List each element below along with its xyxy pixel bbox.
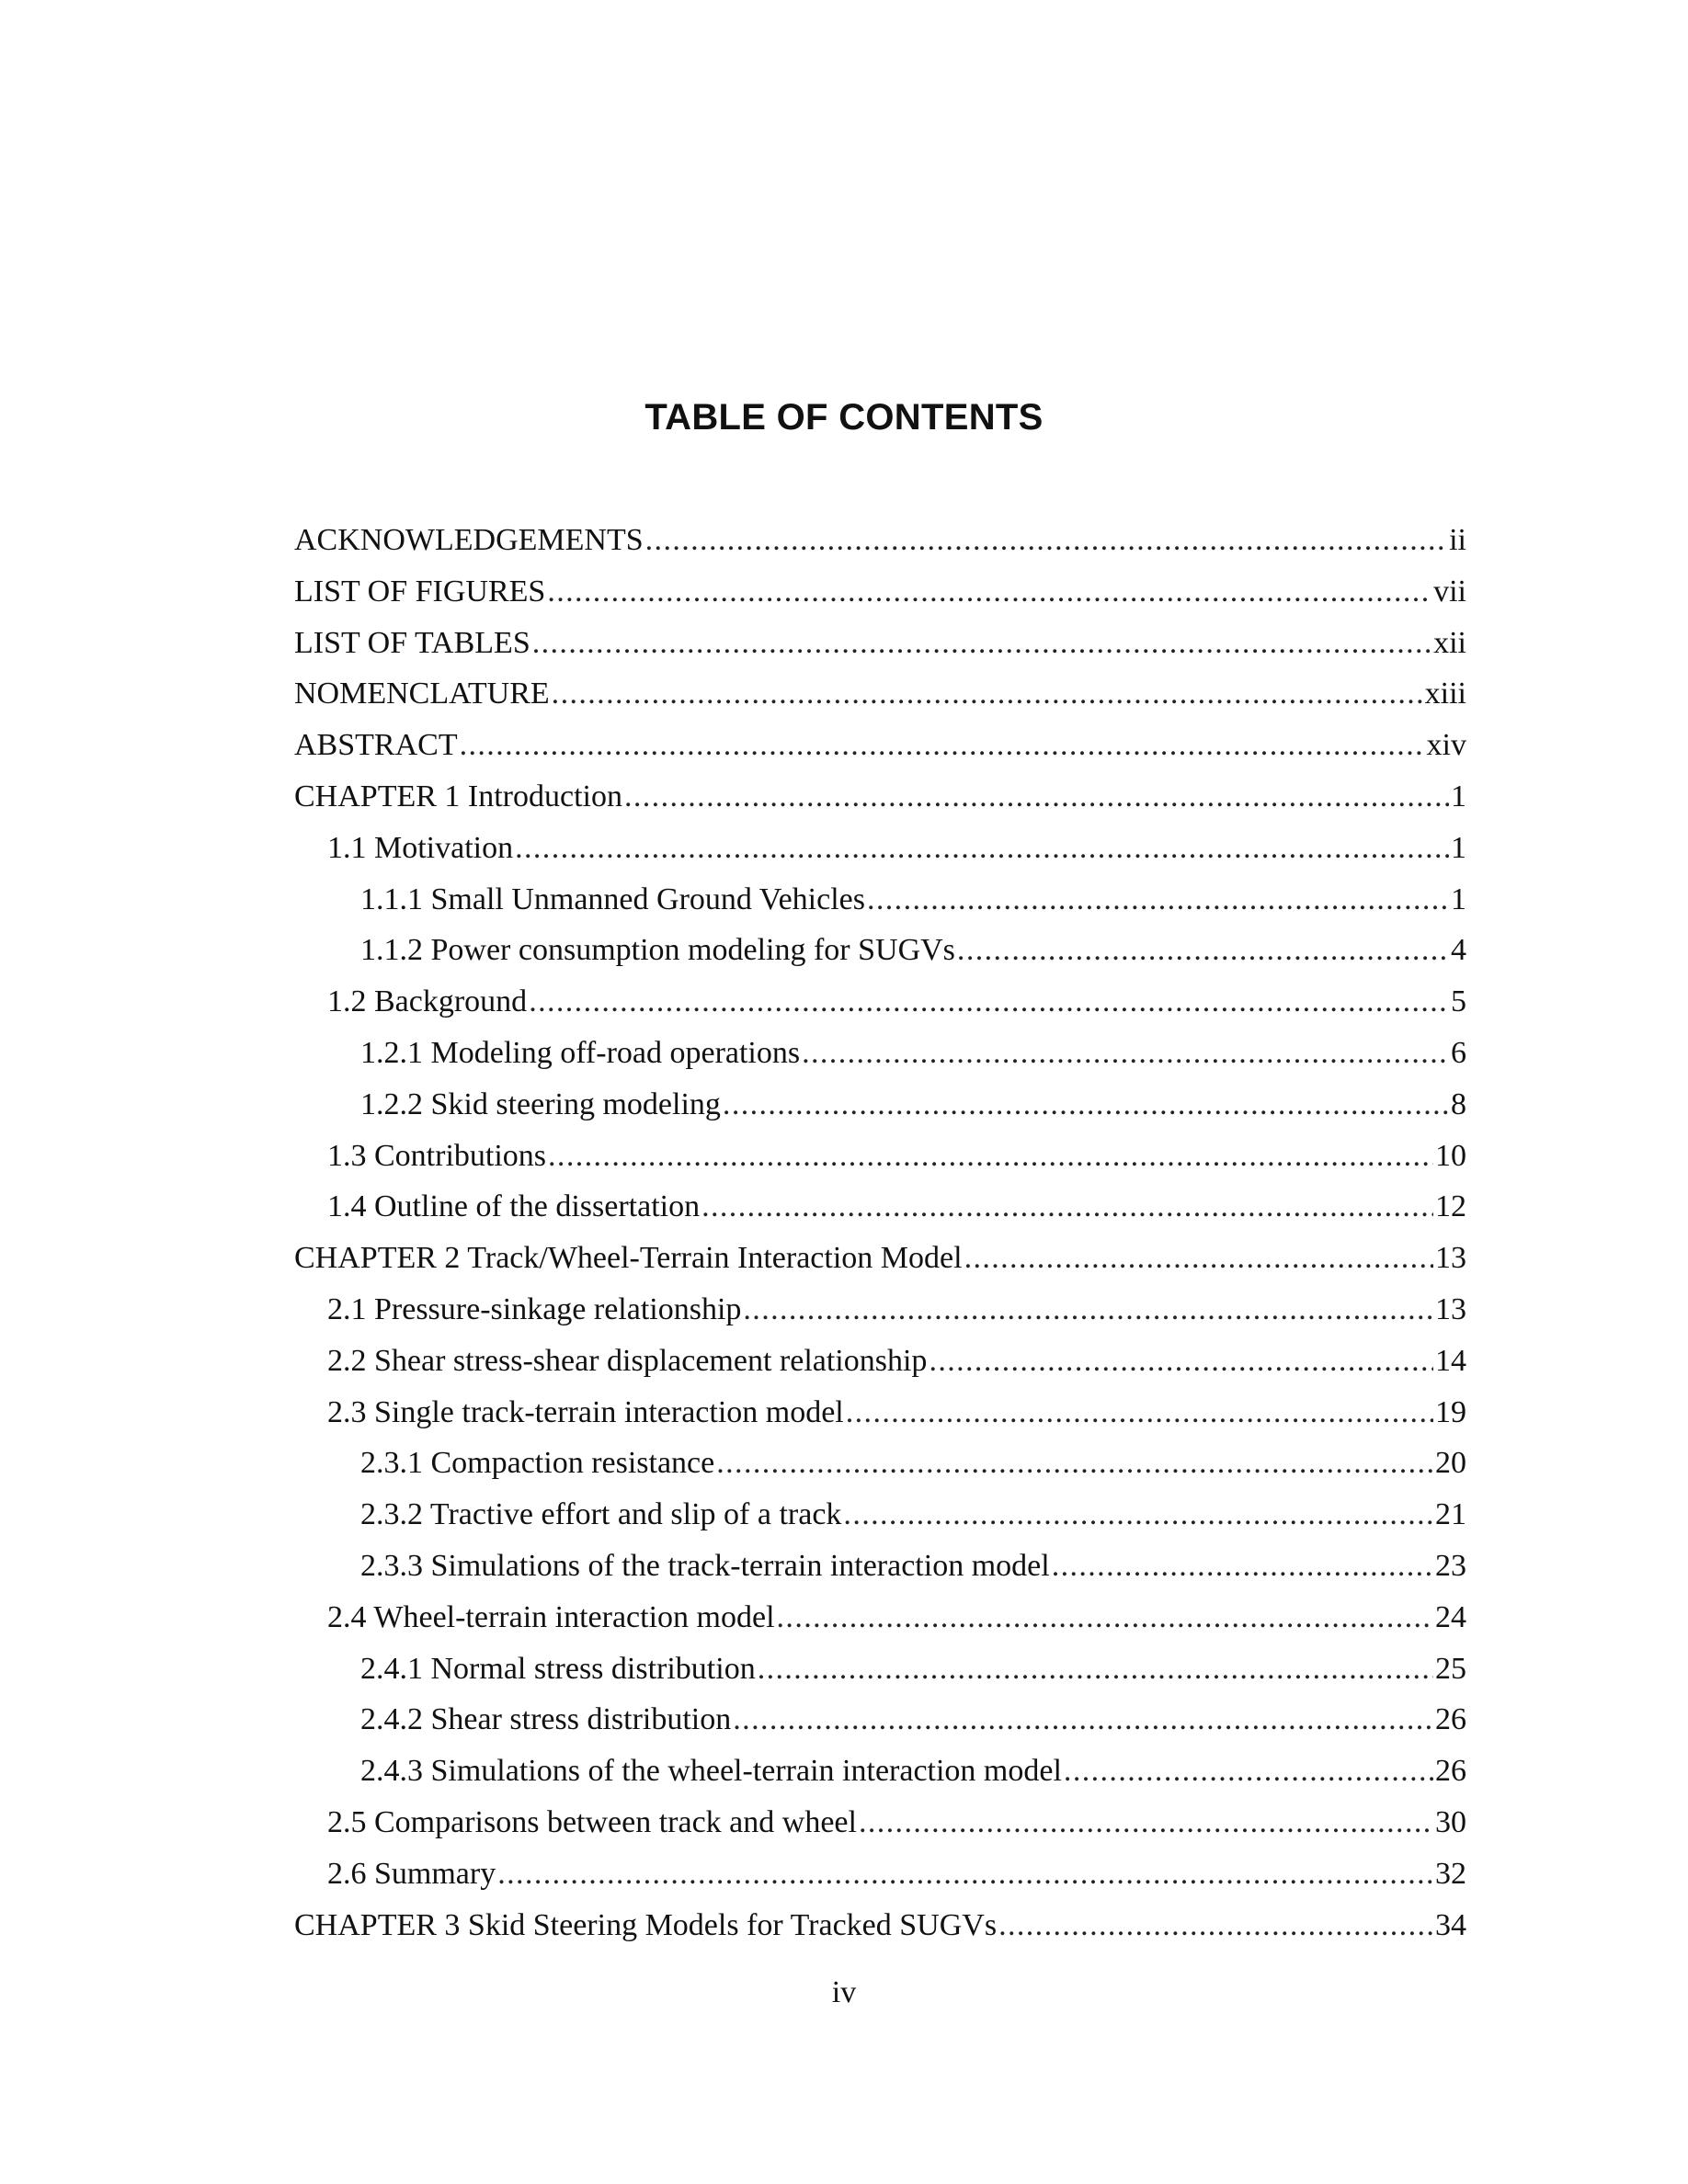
toc-entry-label: CHAPTER 2 Track/Wheel-Terrain Interaction Model bbox=[294, 1241, 963, 1276]
dot-leader bbox=[1064, 1746, 1433, 1797]
dot-leader bbox=[624, 771, 1449, 823]
dot-leader bbox=[1052, 1541, 1433, 1592]
toc-entry-page: 5 bbox=[1451, 984, 1466, 1019]
toc-entry-label: 2.3.3 Simulations of the track-terrain interaction model bbox=[360, 1548, 1050, 1583]
toc-entry-label: LIST OF TABLES bbox=[294, 625, 530, 660]
toc-entry-label: 2.3.2 Tractive effort and slip of a track bbox=[360, 1497, 842, 1532]
toc-entry-page: 13 bbox=[1435, 1241, 1466, 1276]
dot-leader bbox=[716, 1438, 1433, 1489]
dot-leader bbox=[733, 1694, 1433, 1746]
toc-entry-page: 12 bbox=[1435, 1189, 1466, 1224]
toc-entry-page: 6 bbox=[1451, 1035, 1466, 1070]
toc-entry-label: 2.1 Pressure-sinkage relationship bbox=[327, 1291, 742, 1326]
dot-leader bbox=[964, 1233, 1433, 1284]
toc-entry[interactable] bbox=[294, 1592, 1466, 1644]
dot-leader bbox=[867, 874, 1449, 926]
toc-entry-page: 32 bbox=[1435, 1856, 1466, 1891]
toc-entry-page: 19 bbox=[1435, 1394, 1466, 1429]
toc-entry-page: xii bbox=[1433, 625, 1466, 660]
toc-entry-label: ABSTRACT bbox=[294, 728, 458, 763]
toc-entry[interactable] bbox=[294, 618, 1466, 669]
toc-entry[interactable] bbox=[294, 1900, 1466, 1951]
toc-entry-page: 26 bbox=[1435, 1754, 1466, 1789]
dot-leader bbox=[743, 1284, 1433, 1336]
dot-leader bbox=[929, 1336, 1433, 1387]
toc-entry-label: 2.2 Shear stress-shear displacement relationship bbox=[327, 1343, 928, 1378]
toc-entry[interactable] bbox=[294, 1079, 1466, 1131]
toc-entry[interactable] bbox=[294, 823, 1466, 874]
toc-entry-page: 23 bbox=[1435, 1548, 1466, 1583]
toc-entry-page: 20 bbox=[1435, 1446, 1466, 1481]
toc-entry-label: LIST OF FIGURES bbox=[294, 574, 546, 609]
toc-entry-label: 2.4.3 Simulations of the wheel-terrain interaction model bbox=[360, 1754, 1062, 1789]
dot-leader bbox=[645, 515, 1447, 566]
dot-leader bbox=[701, 1181, 1433, 1233]
toc-entry-page: 30 bbox=[1435, 1804, 1466, 1839]
dot-leader bbox=[552, 668, 1423, 720]
toc-entry-page: 1 bbox=[1451, 779, 1466, 813]
toc-entry-page: ii bbox=[1449, 523, 1466, 557]
toc-entry-label: NOMENCLATURE bbox=[294, 677, 550, 711]
dot-leader bbox=[529, 976, 1449, 1028]
dot-leader bbox=[548, 1131, 1433, 1182]
dot-leader bbox=[532, 618, 1431, 669]
dot-leader bbox=[460, 720, 1425, 771]
dot-leader bbox=[758, 1644, 1433, 1695]
toc-entry[interactable] bbox=[294, 1644, 1466, 1695]
dot-leader bbox=[777, 1592, 1433, 1644]
dot-leader bbox=[723, 1079, 1449, 1131]
dot-leader bbox=[497, 1848, 1433, 1900]
toc-entry-label: 1.1.1 Small Unmanned Ground Vehicles bbox=[360, 882, 865, 916]
toc-entry-page: 4 bbox=[1451, 933, 1466, 968]
toc-entry[interactable] bbox=[294, 1131, 1466, 1182]
toc-entry-page: 21 bbox=[1435, 1497, 1466, 1532]
toc-entry-page: 8 bbox=[1451, 1086, 1466, 1121]
dot-leader bbox=[802, 1028, 1449, 1079]
page-title: TABLE OF CONTENTS bbox=[644, 397, 1044, 438]
toc-entry-label: 2.6 Summary bbox=[327, 1856, 496, 1891]
page-number: iv bbox=[831, 1975, 857, 2009]
toc-entry-label: CHAPTER 3 Skid Steering Models for Tracked SUGVs bbox=[294, 1907, 998, 1942]
toc-entry-label: 1.2.1 Modeling off-road operations bbox=[360, 1035, 801, 1070]
dot-leader bbox=[843, 1489, 1433, 1541]
toc-entry[interactable] bbox=[294, 1848, 1466, 1900]
toc-entry-label: 1.1.2 Power consumption modeling for SUGVs bbox=[360, 933, 955, 968]
toc-entry[interactable] bbox=[294, 515, 1466, 566]
dot-leader bbox=[515, 823, 1449, 874]
dot-leader bbox=[957, 925, 1449, 976]
toc-entry[interactable] bbox=[294, 566, 1466, 618]
toc-entry-label: 2.5 Comparisons between track and wheel bbox=[327, 1804, 857, 1839]
toc-entry[interactable] bbox=[294, 1233, 1466, 1284]
toc-entry[interactable] bbox=[294, 1181, 1466, 1233]
toc-entry[interactable] bbox=[294, 1797, 1466, 1848]
toc-entry-label: CHAPTER 1 Introduction bbox=[294, 779, 622, 813]
toc-entry-page: 26 bbox=[1435, 1702, 1466, 1737]
toc-entry[interactable] bbox=[294, 1746, 1466, 1797]
dot-leader bbox=[998, 1900, 1433, 1951]
toc-entry[interactable] bbox=[294, 1541, 1466, 1592]
toc-entry-label: 1.3 Contributions bbox=[327, 1138, 547, 1173]
toc-entry-label: 2.3 Single track-terrain interaction model bbox=[327, 1394, 844, 1429]
toc-entry-label: 2.3.1 Compaction resistance bbox=[360, 1446, 715, 1481]
toc-entry-label: ACKNOWLEDGEMENTS bbox=[294, 523, 644, 557]
toc-entry[interactable] bbox=[294, 1028, 1466, 1079]
toc-entry-label: 1.2 Background bbox=[327, 984, 528, 1019]
toc-entry[interactable] bbox=[294, 771, 1466, 823]
toc-entry-page: 25 bbox=[1435, 1651, 1466, 1686]
toc-entry-page: 1 bbox=[1451, 830, 1466, 865]
toc-entry-page: 10 bbox=[1435, 1138, 1466, 1173]
toc-entry[interactable] bbox=[294, 1438, 1466, 1489]
toc-entry[interactable] bbox=[294, 720, 1466, 771]
toc-entry-page: xiii bbox=[1424, 677, 1466, 711]
toc-entry[interactable] bbox=[294, 1489, 1466, 1541]
toc-entry-label: 2.4.2 Shear stress distribution bbox=[360, 1702, 732, 1737]
toc-entry[interactable] bbox=[294, 668, 1466, 720]
toc-entry-page: 13 bbox=[1435, 1291, 1466, 1326]
toc-entry[interactable] bbox=[294, 1336, 1466, 1387]
toc-entry-page: 1 bbox=[1451, 882, 1466, 916]
toc-entry-label: 1.1 Motivation bbox=[327, 830, 514, 865]
toc-entry[interactable] bbox=[294, 976, 1466, 1028]
toc-entry[interactable] bbox=[294, 925, 1466, 976]
toc-entry-label: 2.4.1 Normal stress distribution bbox=[360, 1651, 756, 1686]
toc-entry[interactable] bbox=[294, 1387, 1466, 1439]
table-of-contents bbox=[294, 515, 1466, 1951]
toc-entry-label: 1.4 Outline of the dissertation bbox=[327, 1189, 701, 1224]
toc-entry-page: xiv bbox=[1426, 728, 1466, 763]
toc-entry[interactable] bbox=[294, 1284, 1466, 1336]
toc-entry-page: 14 bbox=[1435, 1343, 1466, 1378]
dot-leader bbox=[547, 566, 1431, 618]
toc-entry-page: 34 bbox=[1435, 1907, 1466, 1942]
dot-leader bbox=[859, 1797, 1433, 1848]
toc-entry[interactable] bbox=[294, 874, 1466, 926]
toc-entry[interactable] bbox=[294, 1694, 1466, 1746]
toc-entry-label: 2.4 Wheel-terrain interaction model bbox=[327, 1599, 775, 1634]
dot-leader bbox=[846, 1387, 1433, 1439]
toc-entry-label: 1.2.2 Skid steering modeling bbox=[360, 1086, 721, 1121]
toc-entry-page: 24 bbox=[1435, 1599, 1466, 1634]
toc-entry-page: vii bbox=[1433, 574, 1466, 609]
